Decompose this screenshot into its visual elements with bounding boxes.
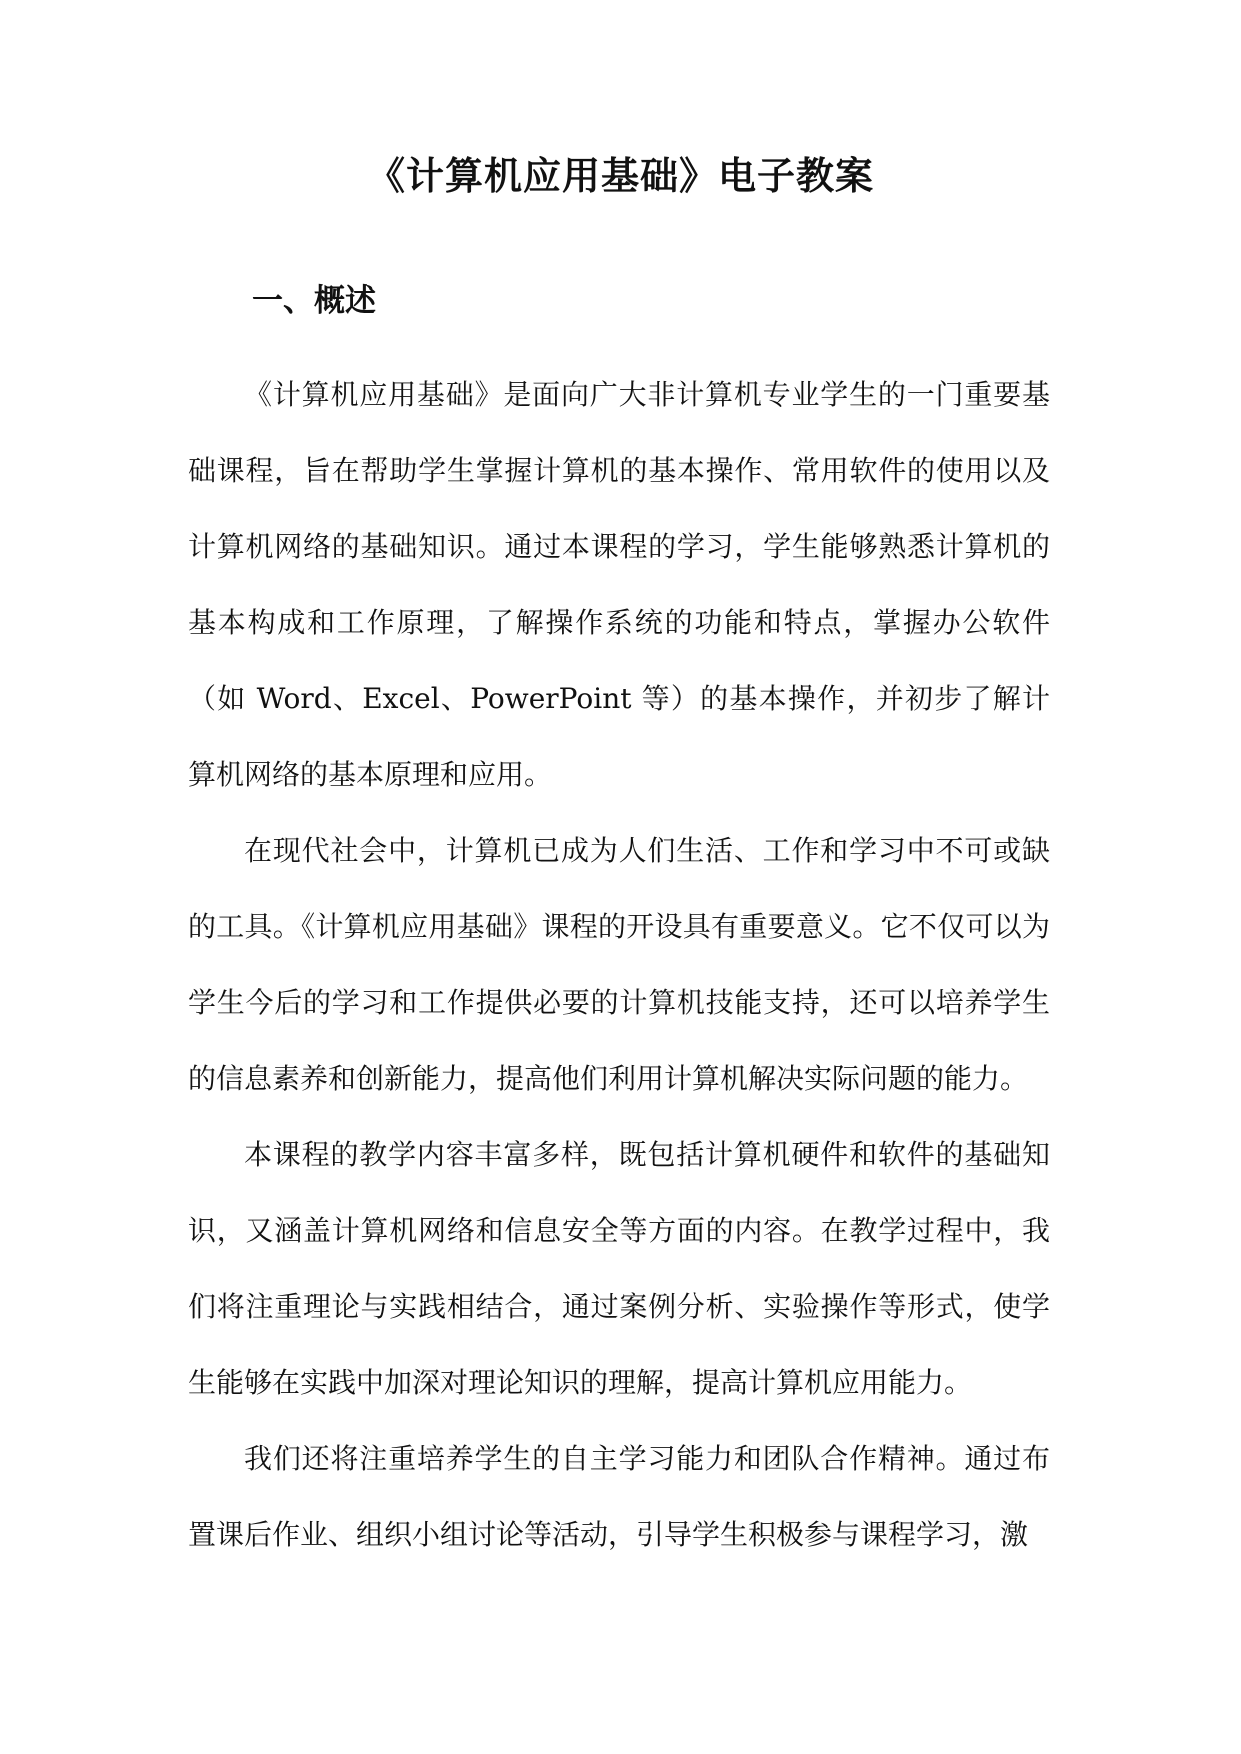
document-body xyxy=(188,357,1050,1573)
document-title: 《计算机应用基础》电子教案 xyxy=(366,154,874,198)
paragraph-1: 《计算机应用基础》是面向广大非计算机专业学生的一门重要基础课程，旨在帮助学生掌握计算机的基本操作、常用软件的使用以及计算机网络的基础知识。通过本课程的学习，学生能够熟悉计算机的基本构成和工作原理，了解操作系统的功能和特点，掌握办公软件（如 Word、Excel、PowerPoint 等）的基本操作，并初步了解计算机网络的基本原理和应用。 xyxy=(188,378,1050,791)
paragraph-4: 我们还将注重培养学生的自主学习能力和团队合作精神。通过布置课后作业、组织小组讨论等活动，引导学生积极参与课程学习，激 xyxy=(188,1442,1050,1551)
section-heading-overview: 一、概述 xyxy=(252,283,376,319)
paragraph-3: 本课程的教学内容丰富多样，既包括计算机硬件和软件的基础知识，又涵盖计算机网络和信息安全等方面的内容。在教学过程中，我们将注重理论与实践相结合，通过案例分析、实验操作等形式，使学生能够在实践中加深对理论知识的理解，提高计算机应用能力。 xyxy=(188,1138,1050,1399)
paragraph-2: 在现代社会中，计算机已成为人们生活、工作和学习中不可或缺的工具。《计算机应用基础》课程的开设具有重要意义。它不仅可以为学生今后的学习和工作提供必要的计算机技能支持，还可以培养学生的信息素养和创新能力，提高他们利用计算机解决实际问题的能力。 xyxy=(188,834,1050,1095)
